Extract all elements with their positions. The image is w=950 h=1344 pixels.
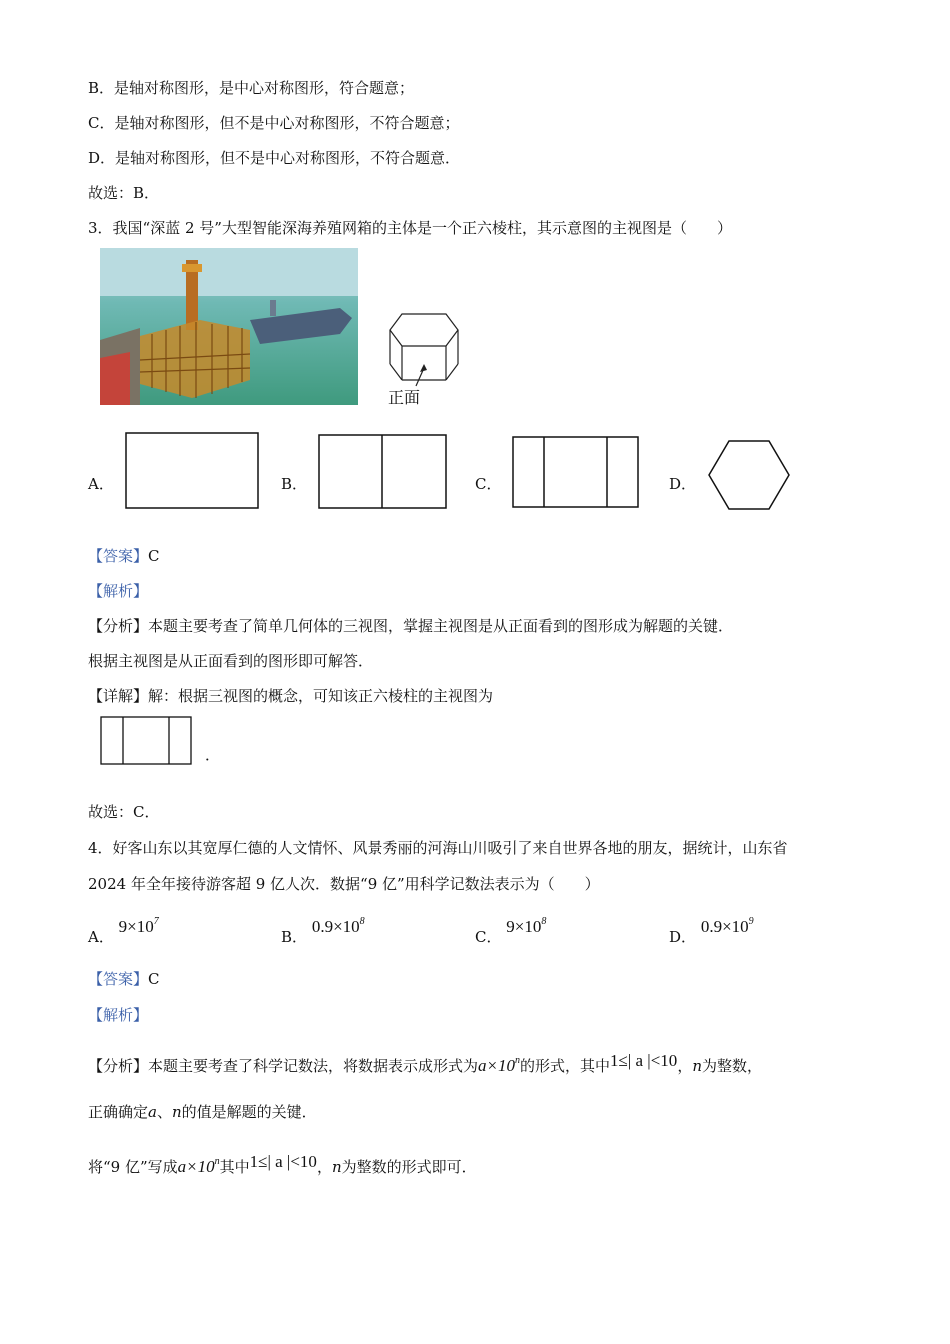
- q4-option-b: [281, 916, 365, 947]
- hexagonal-prism-diagram: [386, 312, 462, 382]
- key-sep: 、: [156, 1103, 172, 1121]
- last-expr: a×10: [177, 1157, 215, 1176]
- fenxi-expr: a×10: [478, 1056, 516, 1075]
- q3-option-b-figure: [318, 434, 448, 509]
- choose-c: 故选：C．: [88, 803, 160, 821]
- answer-tag: 【答案】: [88, 547, 149, 565]
- q4-option-a-label: A．: [88, 928, 114, 946]
- q3-solution-figure: [100, 716, 193, 766]
- q4-option-c: [475, 916, 547, 947]
- fenxi-text-b: 的形式，其中: [520, 1057, 611, 1075]
- q4-option-b-value: 0.9×10: [311, 917, 360, 936]
- fenxi-exp-n: n: [515, 1055, 521, 1066]
- last-text-c: ，: [316, 1158, 332, 1176]
- fenxi-text-a: 本题主要考查了科学记数法，将数据表示成形式为: [148, 1057, 479, 1075]
- q4-option-d: [669, 916, 754, 947]
- q4-option-a-value: 9×10: [118, 917, 154, 936]
- q4-option-d-value: 0.9×10: [700, 917, 749, 936]
- q4-line-key: [88, 1102, 317, 1122]
- last-text-b: 其中: [219, 1158, 250, 1176]
- question-4-line2: 2024 年全年接待游客超 9 亿人次．数据“9 亿”用科学记数法表示为（ ）: [88, 875, 600, 893]
- q4-option-c-exp: 8: [541, 916, 547, 927]
- q3-option-c-figure: [512, 436, 639, 508]
- fenxi-tag: 【分析】: [88, 1057, 149, 1075]
- q3-option-d-label: D．: [669, 475, 697, 493]
- q3-option-c-label: C．: [475, 475, 502, 493]
- answer-value: C: [148, 970, 160, 988]
- fish-cage-photo: [100, 248, 358, 405]
- q4-fenxi: [88, 1051, 762, 1076]
- key-var-n: n: [171, 1103, 182, 1121]
- fenxi-tag: 【分析】: [88, 617, 149, 635]
- q3-analysis-tag: 【解析】: [88, 582, 149, 600]
- key-text-rest: 的值是解题的关键．: [181, 1103, 317, 1121]
- last-text-a: 将“9 亿”写成: [88, 1158, 178, 1176]
- q3-option-a-figure: [125, 432, 259, 509]
- fenxi-text: 本题主要考查了简单几何体的三视图，掌握主视图是从正面看到的图形成为解题的关键．: [148, 617, 734, 635]
- q4-answer: [88, 969, 160, 989]
- last-exp-n: n: [214, 1156, 220, 1167]
- choose-b: 故选：B．: [88, 184, 160, 202]
- q4-option-a: [88, 916, 159, 947]
- key-text-a: 正确确定: [88, 1103, 149, 1121]
- fenxi-text-d: 为整数，: [702, 1057, 763, 1075]
- q3-period: ．: [205, 746, 221, 764]
- front-label: 正面: [388, 388, 421, 407]
- last-n: n: [331, 1158, 342, 1176]
- xiangjie-text: 解：根据三视图的概念，可知该正六棱柱的主视图为: [148, 687, 494, 705]
- fenxi-text-c: ，: [677, 1057, 693, 1075]
- answer-tag: 【答案】: [88, 970, 149, 988]
- q4-option-a-exp: 7: [153, 916, 159, 927]
- xiangjie-tag: 【详解】: [88, 687, 149, 705]
- q4-last-line: [88, 1152, 477, 1177]
- q3-line2: 根据主视图是从正面看到的图形即可解答．: [88, 652, 374, 670]
- q4-option-d-label: D．: [669, 928, 697, 946]
- q3-option-d-figure: [707, 440, 791, 510]
- last-ineq: 1≤| a |<10: [249, 1152, 317, 1171]
- q4-option-b-label: B．: [281, 928, 308, 946]
- q3-fenxi: [88, 616, 733, 636]
- q3-option-a-label: A．: [88, 475, 114, 493]
- question-3: 3．我国“深蓝 2 号”大型智能深海养殖网箱的主体是一个正六棱柱，其示意图的主视图是（ ）: [88, 219, 732, 237]
- q4-option-c-label: C．: [475, 928, 502, 946]
- q4-option-d-exp: 9: [748, 916, 754, 927]
- question-4-line1: 4．好客山东以其宽厚仁德的人文情怀、风景秀丽的河海山川吸引了来自世界各地的朋友，据统计，山东省: [88, 839, 788, 857]
- fenxi-ineq: 1≤| a |<10: [610, 1051, 678, 1070]
- option-b-explanation: B．是轴对称图形，是中心对称图形，符合题意；: [88, 79, 415, 97]
- last-text-d: 为整数的形式即可．: [341, 1158, 477, 1176]
- q3-option-b-label: B．: [281, 475, 308, 493]
- q3-xiangjie: [88, 686, 493, 706]
- answer-value: C: [148, 547, 160, 565]
- option-c-explanation: C．是轴对称图形，但不是中心对称图形，不符合题意；: [88, 114, 460, 132]
- q4-analysis-tag: 【解析】: [88, 1006, 149, 1024]
- key-var-a: a: [148, 1103, 157, 1121]
- q4-option-b-exp: 8: [359, 916, 365, 927]
- fenxi-n: n: [692, 1057, 702, 1075]
- option-d-explanation: D．是轴对称图形，但不是中心对称图形，不符合题意．: [88, 149, 461, 167]
- q4-option-c-value: 9×10: [506, 917, 542, 936]
- q3-answer: [88, 546, 160, 566]
